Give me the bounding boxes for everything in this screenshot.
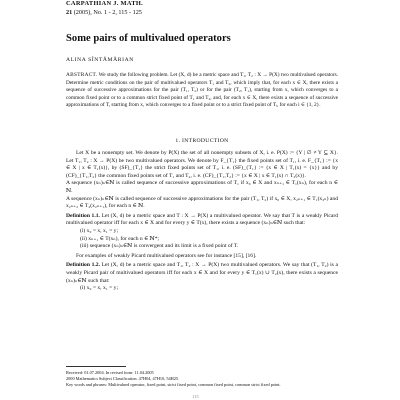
definition-1-1-text: Let (X, d) be a metric space and T : X → P(X) a multivalued operator. We say that T is a weakly Picard multivalued operator iff for each x ∈ X and for every y ∈ T(x), there exists a sequence (xₙ)ₙ∈ℕ such that: <box>66 212 339 227</box>
footnote-divider <box>66 366 126 367</box>
abstract-label: ABSTRACT. <box>66 72 98 78</box>
footnote <box>66 370 338 388</box>
definition-1-1-item: (ii) xₙ₊₁ ∈ T(xₙ), for each n ∈ ℕ*; <box>80 235 160 242</box>
paper-title: Some pairs of multivalued operators <box>66 33 231 44</box>
definition-1-2 <box>66 262 338 285</box>
definition-1-2-item: (i) x₀ = x, x₁ = y; <box>80 285 119 292</box>
paragraph-successive-approx: A sequence (xₙ)ₙ∈ℕ is called sequence of successive approximations of T₁ if x₀ ∈ X and xₙ₊₁ ∈ T₁(xₙ), for each n ∈ ℕ. <box>66 180 338 194</box>
footnote-received: Received: 01.07.2004. In revised form: 11.04.2005 <box>66 370 154 375</box>
footnote-keywords: Key words and phrases: Multivalued operator, fixed point, strict fixed point, common fixed point, common strict fixed point. <box>66 382 281 387</box>
paragraph-notation: Let X be a nonempty set. We denote by P(X) the set of all nonempty subsets of X, i. e. P(X) := {Y | ∅ ≠ Y ⊆ X}. Let T₁, T₂ : X → P(X) be two multivalued operators. We denote by F_{T₁} the fixed points set of T₁, i. e. F_{T₁} := {x ∈ X | x ∈ T₁(x)}, by (SF)_{T₁} the strict fixed points set of T₁, i. e. (SF)_{T₁} := {x ∈ X | T₁(x) = {x}} and by (CF)_{T₁,T₂} the common fixed points set of T₁ and T₂, i. e. (CF)_{T₁,T₂} := {x ∈ X | x ∈ T₁(x) ∩ T₂(x)}. <box>66 150 338 179</box>
volume-number: 21 <box>66 9 73 16</box>
abstract <box>66 72 338 110</box>
paragraph-pair-approx: A sequence (xₙ)ₙ∈ℕ is called sequence of successive approximations for the pair (T₁, T₂) if x₀ ∈ X, x₂ₙ₊₁ ∈ T₁(x₂ₙ) and x₂ₙ₊₂ ∈ T₂(x₂ₙ₊₁), for each n ∈ ℕ. <box>66 195 338 210</box>
definition-1-1-label: Definition 1.1. <box>66 212 100 219</box>
paragraph-examples: For examples of weakly Picard multivalued operators see for instance [15], [16]. <box>76 252 257 259</box>
abstract-text: We study the following problem. Let (X, d) be a metric space and T₁, T₂ : X → P(X) two multivalued operators. Determine metric conditions on the pair of multivalued operators T₁ and T₂, which imply that, for each x ∈ X, there exists a sequence of successive approximations for the pair (T₁, T₂) or for the pair (T₂, T₁), starting from x, which converges to a common fixed point or to a common strict fixed point of T₁ and T₂, and, for each x ∈ X, there exists a sequence of successive approximations of T, starting from x, which converges to a fixed point or to a strict fixed point of Tᵢ, for each i ∈ {1, 2}. <box>66 72 338 109</box>
footnote-msc: 2000 Mathematics Subject Classification. 47H04, 47H10, 54H25. <box>66 376 180 381</box>
page-number: 115 <box>192 394 199 399</box>
section-heading: 1. INTRODUCTION <box>175 138 229 144</box>
definition-1-1-item: (iii) sequence (xₙ)ₙ∈ℕ is convergent and its limit is a fixed point of T. <box>80 243 239 250</box>
definition-1-2-text: Let (X, d) be a metric space and T₁, T₂ : X → P(X) two multivalued operators. We say that (T₁, T₂) is a weakly Picard pair of multivalued operators iff for each x ∈ X and for every y ∈ T₁(x) ∪ T₂(x), there exists a sequence (xₙ)ₙ∈ℕ such that: <box>66 262 338 284</box>
definition-1-1-item: (i) x₀ = x, x₁ = y; <box>80 227 119 234</box>
author-name: ALINA SÎNTĂMĂRIAN <box>66 57 134 63</box>
body-text <box>66 150 338 293</box>
journal-volume-line <box>66 9 142 16</box>
journal-name: CARPATHIAN J. MATH. <box>66 0 144 7</box>
definition-1-1 <box>66 213 338 228</box>
definition-1-2-label: Definition 1.2. <box>66 262 100 269</box>
issue-pages: (2005), No. 1 - 2, 115 - 125 <box>73 9 142 16</box>
